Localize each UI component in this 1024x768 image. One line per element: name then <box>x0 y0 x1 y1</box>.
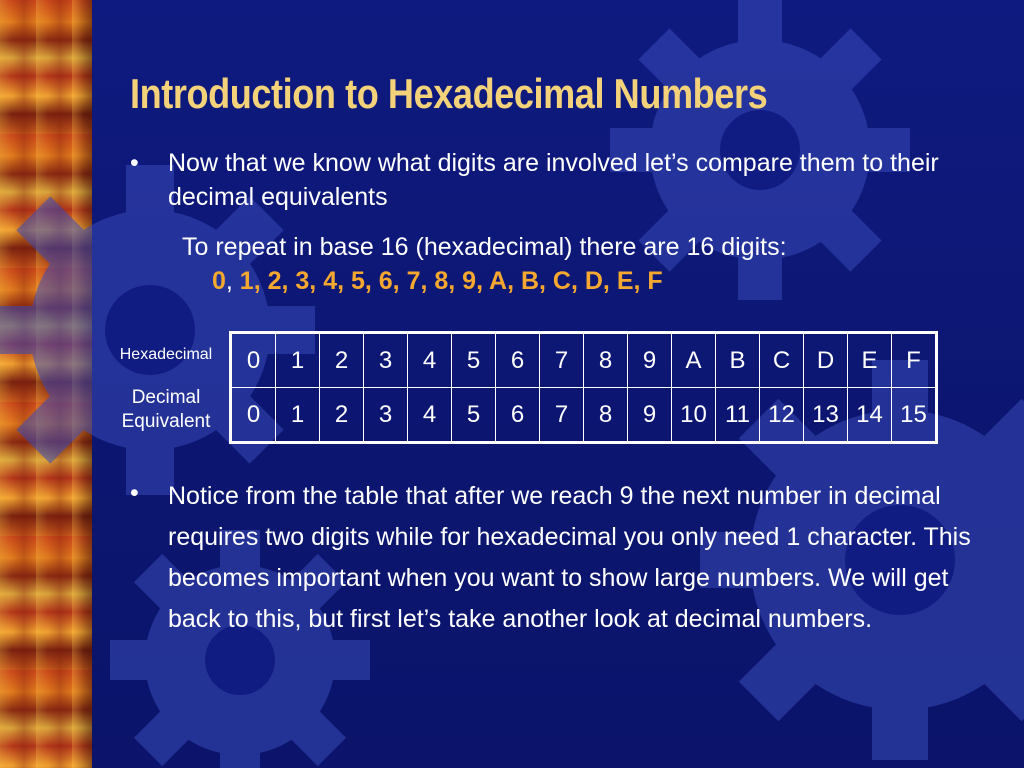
bullet-text: Notice from the table that after we reach 9 the next number in decimal requires two digits while for hexadecimal you only need 1 character. This becomes important when you want to show large numbers. We will get back to this, but first let’s take another look at decimal numbers. <box>168 482 971 633</box>
table-cell-decimal: 0 <box>231 388 276 443</box>
table-row-decimal <box>231 388 937 443</box>
table-cell-hex: F <box>892 333 937 388</box>
table-cell-hex: 8 <box>584 333 628 388</box>
slide-title: Introduction to Hexadecimal Numbers <box>130 70 768 117</box>
table-cell-decimal: 1 <box>276 388 320 443</box>
table-cell-decimal: 15 <box>892 388 937 443</box>
table-cell-decimal: 2 <box>320 388 364 443</box>
bullet-marker: • <box>130 479 139 507</box>
table-cell-hex: 5 <box>452 333 496 388</box>
table-cell-decimal: 10 <box>672 388 716 443</box>
table-cell-decimal: 13 <box>804 388 848 443</box>
hex-digits-list <box>212 264 663 298</box>
hex-digits-rest: 1, 2, 3, 4, 5, 6, 7, 8, 9, A, B, C, D, E, F <box>232 267 663 295</box>
table-cell-hex: 0 <box>231 333 276 388</box>
table-cell-hex: C <box>760 333 804 388</box>
table-cell-decimal: 3 <box>364 388 408 443</box>
table-cell-hex: A <box>672 333 716 388</box>
table-cell-decimal: 11 <box>716 388 760 443</box>
bullet-marker: • <box>130 149 139 177</box>
bullet-text: Now that we know what digits are involved let’s compare them to their decimal equivalents <box>168 149 939 211</box>
table-cell-decimal: 7 <box>540 388 584 443</box>
table-cell-decimal: 5 <box>452 388 496 443</box>
table-row-hexadecimal <box>231 333 937 388</box>
row-label-hexadecimal: Hexadecimal <box>119 346 213 363</box>
sub-bullet-text: To repeat in base 16 (hexadecimal) there are 16 digits: <box>182 233 787 261</box>
table-cell-hex: D <box>804 333 848 388</box>
row-label-decimal-equivalent: Decimal Equivalent <box>121 387 211 432</box>
table-cell-decimal: 6 <box>496 388 540 443</box>
table-cell-hex: 4 <box>408 333 452 388</box>
bullet-item-2 <box>124 476 984 640</box>
table-cell-decimal: 12 <box>760 388 804 443</box>
table-cell-hex: 9 <box>628 333 672 388</box>
hex-decimal-table <box>229 331 938 444</box>
table-cell-hex: 1 <box>276 333 320 388</box>
table-cell-decimal: 14 <box>848 388 892 443</box>
bullet-item-1 <box>124 146 984 214</box>
table-cell-decimal: 9 <box>628 388 672 443</box>
table-cell-hex: 2 <box>320 333 364 388</box>
table-cell-hex: 7 <box>540 333 584 388</box>
table-cell-hex: E <box>848 333 892 388</box>
table-cell-decimal: 8 <box>584 388 628 443</box>
digit-separator: , <box>225 267 233 295</box>
table-cell-decimal: 4 <box>408 388 452 443</box>
table-cell-hex: B <box>716 333 760 388</box>
table-cell-hex: 3 <box>364 333 408 388</box>
table-cell-hex: 6 <box>496 333 540 388</box>
hex-digit-zero: 0 <box>212 267 226 295</box>
